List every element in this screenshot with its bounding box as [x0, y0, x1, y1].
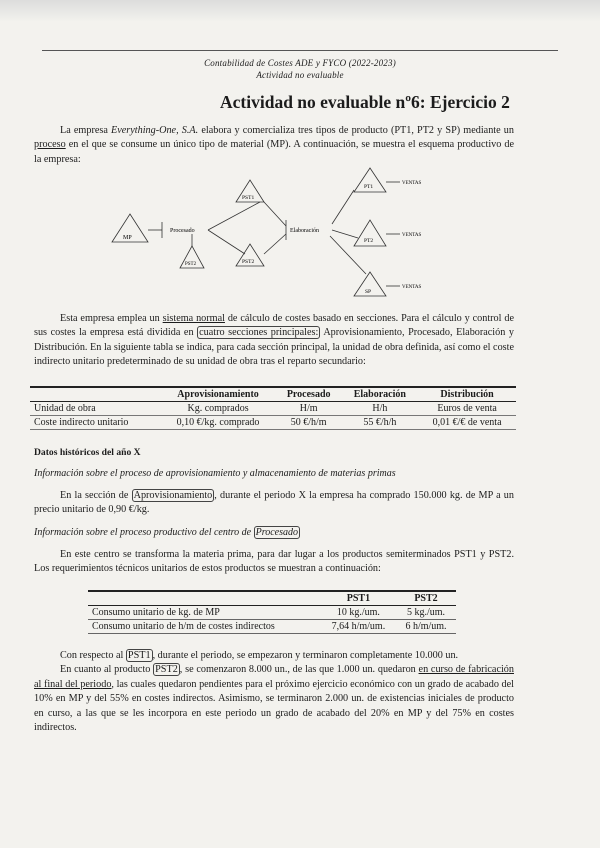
final-text-5: , las cuales quedaron pendientes para el próximo ejercicio económico con un grado de acabado del 10% en MP y del 55% en costes indirectos. Asimismo, se terminaron 2.000 un. de existencias iniciales de producto en curso, a las que se les incorpora en este periodo un grado de acabado del 20% en MP y del 75% en costes indirectos.: [34, 678, 514, 734]
aprov-paragraph: [34, 489, 514, 518]
sections-table: [30, 386, 516, 430]
info-procesado-text: Información sobre el proceso productivo del centro de: [34, 527, 254, 538]
arrow-elaboracion-pt2: [332, 230, 358, 238]
ventas-label-1: VENTAS: [402, 181, 422, 186]
arrow-elaboracion-pt1: [332, 190, 354, 224]
table-cell: Coste indirecto unitario: [30, 416, 160, 430]
info-aprov-heading: Información sobre el proceso de aprovisionamiento y almacenamiento de materias primas: [34, 468, 396, 479]
final-text-4: , se comenzaron 8.000 un., de las que 1.000 un. quedaron: [179, 664, 419, 676]
procesado-boxed: Procesado: [255, 527, 298, 538]
table-header: Elaboración: [342, 387, 419, 402]
aprov-text-2: , durante el periodo X la empresa ha comprado 150.000 kg. de MP a un precio unitario de 0,90 €/kg.: [34, 490, 514, 516]
table-cell: Consumo unitario de kg. de MP: [88, 606, 321, 620]
table-header: Aprovisionamiento: [160, 387, 275, 402]
table-cell: Unidad de obra: [30, 402, 160, 416]
scan-shadow: [0, 0, 600, 22]
table-cell: Kg. comprados: [160, 402, 275, 416]
final-text-3: En cuanto al producto: [60, 664, 154, 676]
table-cell: H/m: [276, 402, 342, 416]
pst1-label: PST1: [242, 195, 255, 201]
info-procesado-heading: [34, 527, 300, 538]
system-text-1: Esta empresa emplea un: [60, 313, 163, 324]
table-header: Distribución: [418, 387, 516, 402]
table-header: PST2: [396, 591, 456, 606]
sistema-normal: sistema normal: [162, 313, 225, 324]
table-header-row: [88, 591, 456, 606]
arrow-pst2-elaboracion: [264, 234, 286, 254]
final-text-1: Con respecto al: [60, 650, 126, 661]
table-row: [88, 606, 456, 620]
pt1-label: PT1: [364, 184, 374, 190]
ventas-label-2: VENTAS: [402, 233, 422, 238]
table-cell: Consumo unitario de h/m de costes indirectos: [88, 620, 321, 634]
table-cell: 0,10 €/kg. comprado: [160, 416, 275, 430]
ventas-label-3: VENTAS: [402, 285, 422, 290]
cuatro-secciones: cuatro secciones principales:: [199, 327, 319, 339]
arrow-elaboracion-sp: [330, 236, 366, 274]
centro-paragraph: [34, 548, 514, 577]
historicos-heading: Datos históricos del año X: [34, 447, 141, 458]
intro-text-3: en el que se consume un único tipo de material (MP). A continuación, se muestra el esquema productivo de la empresa:: [34, 139, 514, 165]
table-cell: Euros de venta: [418, 402, 516, 416]
elaboracion-label: Elaboración: [290, 228, 319, 234]
table-cell: 0,01 €/€ de venta: [418, 416, 516, 430]
final-text-2: , durante el periodo, se empezaron y terminaron completamente 10.000 un.: [152, 650, 459, 661]
table-row: [30, 416, 516, 430]
aprov-text-1: En la sección de: [60, 490, 132, 501]
header-rule: [42, 50, 558, 51]
table-cell: 5 kg./um.: [396, 606, 456, 620]
mp-label: MP: [123, 235, 132, 241]
table-row: [88, 620, 456, 634]
arrow-pst1-elaboracion: [264, 202, 286, 226]
pst2-left-label: PST2: [185, 262, 197, 267]
intro-text-1: La empresa: [60, 125, 112, 136]
pt2-label: PT2: [364, 238, 374, 244]
page-title: Actividad no evaluable nº6: Ejercicio 2: [220, 92, 510, 112]
table-cell: H/h: [342, 402, 419, 416]
table-cell: 7,64 h/m/um.: [321, 620, 396, 634]
pst1-boxed: PST1: [127, 650, 151, 661]
system-text-3: Aprovisionamiento, Procesado, Elaboración y Distribución. En la siguiente tabla se indica, para cada sección principal, la unidad de obra definida, así como el coste indirecto unitario predeterminado de su unidad de obra tras el reparto secundario:: [34, 327, 515, 368]
table-cell: 10 kg./um.: [321, 606, 396, 620]
table-header: Procesado: [276, 387, 342, 402]
sp-label: SP: [365, 289, 372, 295]
final-paragraph: [34, 649, 514, 735]
procesado-label: Procesado: [170, 228, 195, 234]
arrow-procesado-pst1: [208, 202, 260, 230]
intro-text-2: elabora y comercializa tres tipos de producto (PT1, PT2 y SP) mediante un: [198, 125, 514, 136]
table-header: PST1: [321, 591, 396, 606]
header-course: Contabilidad de Costes ADE y FYCO (2022-2023): [204, 58, 396, 68]
pst2-boxed: PST2: [155, 664, 178, 676]
production-diagram: [100, 162, 440, 310]
table-header: [30, 387, 160, 402]
table-cell: 6 h/m/um.: [396, 620, 456, 634]
intro-paragraph: [34, 124, 514, 167]
table-header: [88, 591, 321, 606]
company-name: Everything-One, S.A.: [111, 125, 199, 136]
pst2-label: PST2: [242, 259, 255, 265]
header-subtitle: Actividad no evaluable: [256, 70, 344, 80]
system-paragraph: [34, 312, 514, 370]
system-text-2: de cálculo de costes basado en secciones. Para el cálculo y control de sus costes la empresa está dividida en: [34, 313, 514, 339]
en-curso-underlined: en curso de fabricación al final del periodo: [34, 664, 514, 690]
centro-text: En este centro se transforma la materia prima, para dar lugar a los productos semiterminados PST1 y PST2. Los requerimientos técnicos unitarios de estos productos se muestran a continuación:: [34, 549, 514, 575]
intro-proceso: proceso: [34, 139, 66, 151]
aprov-boxed: Aprovisionamiento: [133, 490, 213, 501]
table-header-row: [30, 387, 516, 402]
requirements-table: [88, 590, 456, 634]
table-cell: 50 €/h/m: [276, 416, 342, 430]
table-row: [30, 402, 516, 416]
table-cell: 55 €/h/h: [342, 416, 419, 430]
arrow-procesado-pst2: [208, 230, 245, 254]
